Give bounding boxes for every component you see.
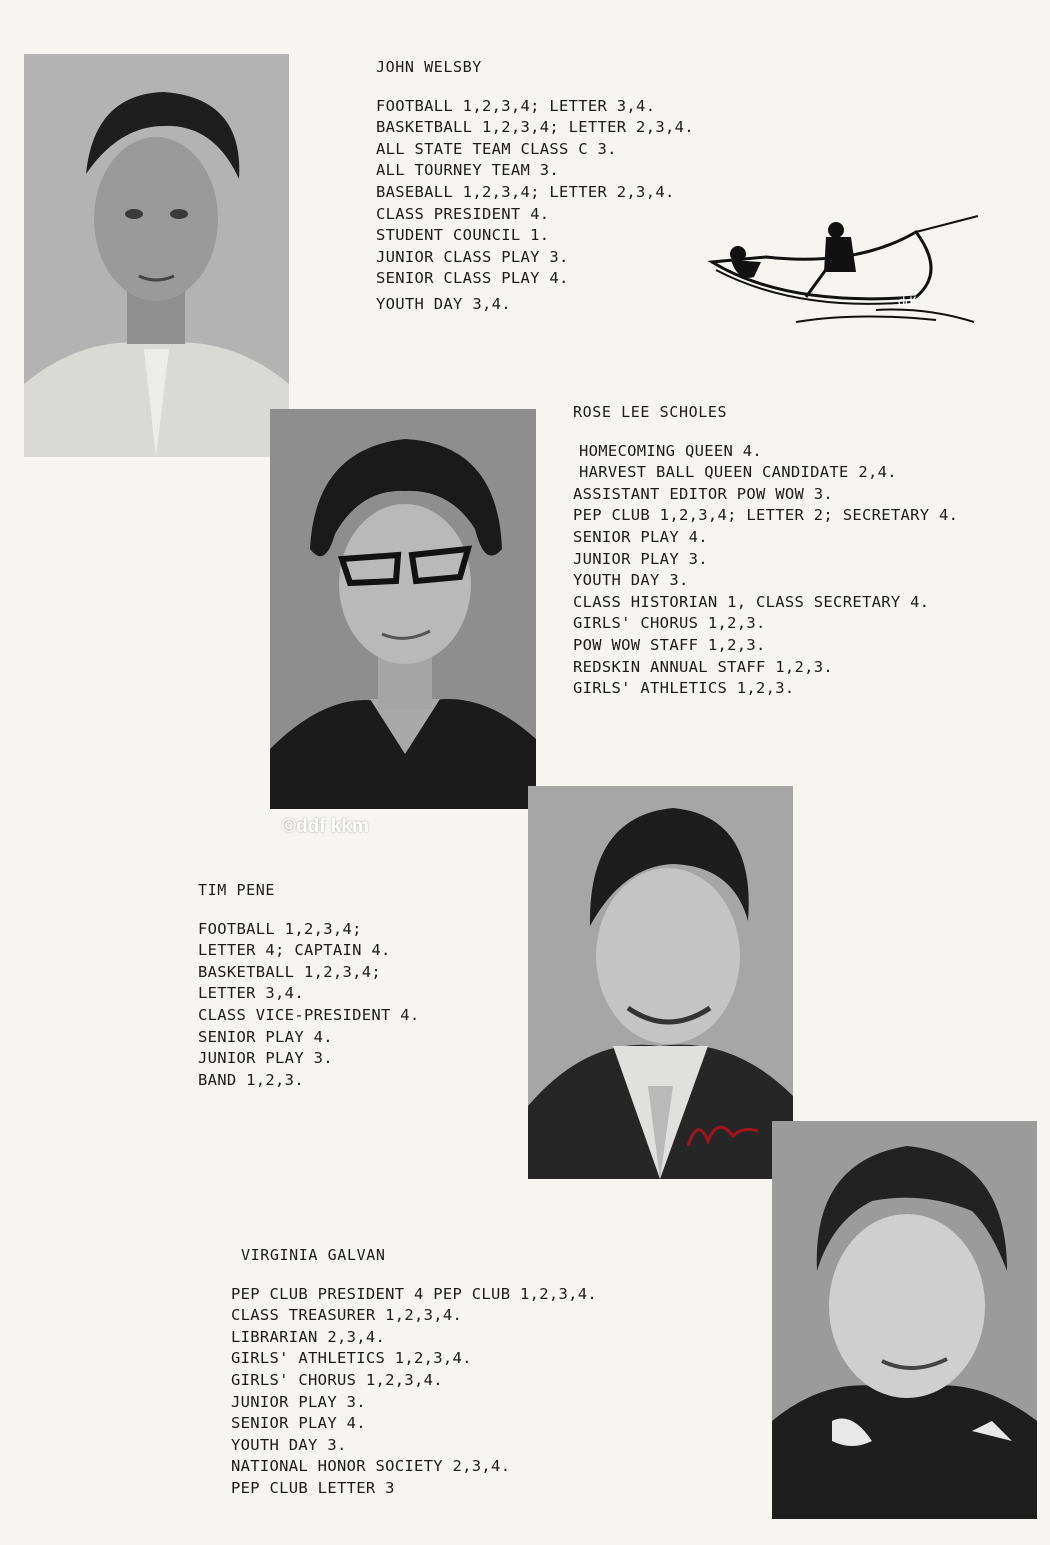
activity-line: LETTER 3,4. <box>198 984 304 1003</box>
activity-line: BASKETBALL 1,2,3,4; <box>198 962 382 981</box>
activity-line: JUNIOR CLASS PLAY 3. <box>376 247 569 266</box>
bio-john-welsby <box>376 57 694 316</box>
photo-virginia-galvan <box>772 1121 1037 1519</box>
activity-line: REDSKIN ANNUAL STAFF 1,2,3. <box>573 657 834 676</box>
activity-line: HOMECOMING QUEEN 4. <box>579 441 763 460</box>
activity-line: GIRLS' ATHLETICS 1,2,3,4. <box>231 1349 472 1368</box>
photo-john-welsby <box>24 54 289 457</box>
activity-line: CLASS TREASURER 1,2,3,4. <box>231 1306 463 1325</box>
activity-line: GIRLS' CHORUS 1,2,3,4. <box>231 1370 443 1389</box>
activity-line: LIBRARIAN 2,3,4. <box>231 1327 386 1346</box>
bio-rose-lee-scholes <box>573 402 958 700</box>
bio-virginia-galvan <box>231 1245 597 1500</box>
student-name: TIM PENE <box>198 881 276 899</box>
bio-tim-pene <box>198 880 420 1091</box>
activity-line: STUDENT COUNCIL 1. <box>376 226 550 245</box>
activity-line: LETTER 4; CAPTAIN 4. <box>198 941 391 960</box>
activity-line: JUNIOR PLAY 3. <box>573 549 708 568</box>
activity-line: CLASS VICE-PRESIDENT 4. <box>198 1005 420 1024</box>
activity-line: YOUTH DAY 3. <box>231 1435 347 1454</box>
activity-line: SENIOR CLASS PLAY 4. <box>376 269 569 288</box>
activity-line: ASSISTANT EDITOR POW WOW 3. <box>573 484 834 503</box>
activity-line: GIRLS' CHORUS 1,2,3. <box>573 614 766 633</box>
activity-line: BAND 1,2,3. <box>198 1070 304 1089</box>
activity-line: JUNIOR PLAY 3. <box>198 1049 333 1068</box>
activity-line: CLASS PRESIDENT 4. <box>376 204 550 223</box>
activity-line: YOUTH DAY 3,4. <box>376 294 511 313</box>
activity-line: ALL STATE TEAM CLASS C 3. <box>376 139 617 158</box>
activity-line: ALL TOURNEY TEAM 3. <box>376 161 560 180</box>
watermark: ©ddf kkm <box>282 816 369 837</box>
activity-line: SENIOR PLAY 4. <box>573 527 708 546</box>
student-name: VIRGINIA GALVAN <box>241 1246 386 1264</box>
activity-line: CLASS HISTORIAN 1, CLASS SECRETARY 4. <box>573 592 930 611</box>
activity-line: PEP CLUB LETTER 3 <box>231 1478 395 1497</box>
activity-line: GIRLS' ATHLETICS 1,2,3. <box>573 679 795 698</box>
activity-line: SENIOR PLAY 4. <box>198 1027 333 1046</box>
activity-line: FOOTBALL 1,2,3,4; LETTER 3,4. <box>376 96 656 115</box>
activity-line: FOOTBALL 1,2,3,4; <box>198 919 362 938</box>
activity-line: JUNIOR PLAY 3. <box>231 1392 366 1411</box>
activity-line: HARVEST BALL QUEEN CANDIDATE 2,4. <box>579 463 897 482</box>
activity-line: BASEBALL 1,2,3,4; LETTER 2,3,4. <box>376 182 675 201</box>
photo-tim-pene <box>528 786 793 1179</box>
activity-line: NATIONAL HONOR SOCIETY 2,3,4. <box>231 1457 511 1476</box>
activity-line: PEP CLUB PRESIDENT 4 PEP CLUB 1,2,3,4. <box>231 1284 598 1303</box>
student-name: ROSE LEE SCHOLES <box>573 403 728 421</box>
student-name: JOHN WELSBY <box>376 58 482 76</box>
activity-line: PEP CLUB 1,2,3,4; LETTER 2; SECRETARY 4. <box>573 506 959 525</box>
canoe-watermark: ddf <box>898 294 917 309</box>
photo-rose-lee-scholes <box>270 409 536 809</box>
activity-line: YOUTH DAY 3. <box>573 571 689 590</box>
activity-line: SENIOR PLAY 4. <box>231 1414 366 1433</box>
canoe-illustration <box>706 212 981 327</box>
activity-line: POW WOW STAFF 1,2,3. <box>573 635 766 654</box>
activity-line: BASKETBALL 1,2,3,4; LETTER 2,3,4. <box>376 118 694 137</box>
